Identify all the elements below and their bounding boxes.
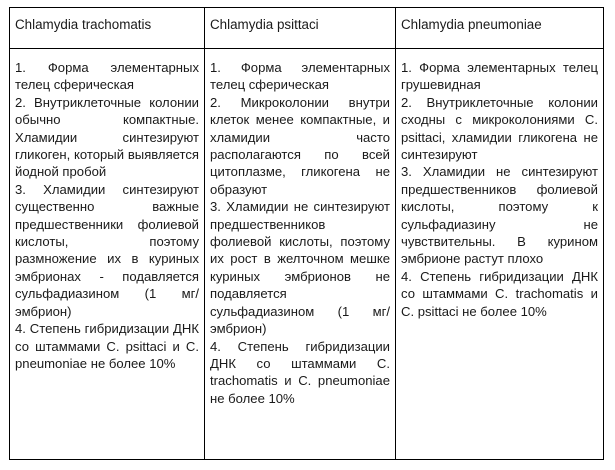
header-row [10,8,604,49]
list-item: 2. Микроколонии внутри клеток менее компактные, и хламидии часто располагаются по всей цитоплазме, гликогена не образуют [210,94,390,197]
header-cell-pneumoniae: Chlamydia pneumoniae [396,8,604,49]
list-item: 1. Форма элементарных телец сферическая [15,60,199,93]
list-item: 2. Внутриклеточные колонии сходны с микроколониями С. psittaci, хламидии гликогена не синтезируют [401,94,598,163]
comparison-table [9,7,604,460]
list-item: 3. Хламидии не синтезируют предшественников фолиевой кислоты, поэтому их рост в желточном мешке куриных эмбрионов не подавляется сульфадиазином (1 мг/эмбрион) [210,199,390,337]
header-cell-trachomatis: Chlamydia trachomatis [10,8,205,49]
list-item: 4. Степень гибридизации ДНК со штаммами С. trachomatis и С. pneumoniae не более 10% [210,338,390,406]
cell-pneumoniae [396,49,604,460]
list-item: 4. Степень гибридизации ДНК со штаммами С. trachomatis и С. psittaci не более 10% [401,268,598,319]
header-cell-psittaci: Chlamydia psittaci [205,8,396,49]
list-item: 3. Хламидии не синтезируют предшественников фолиевой кислоты, поэтому к сульфадиазину не чувствительны. В курином эмбрионе растут плохо [401,164,598,267]
table-row [10,49,604,460]
list-item: 2. Внутриклеточные колонии обычно компактные. Хламидии синтезируют гликоген, который выявляется йодной пробой [15,94,199,180]
list-item: 1. Форма элементарных телец грушевидная [401,60,598,93]
cell-psittaci [205,49,396,460]
cell-trachomatis [10,49,205,460]
list-item: 1. Форма элементарных телец сферическая [210,60,390,93]
list-item: 3. Хламидии синтезируют существенно важные предшественники фолиевой кислоты, поэтому размножение их в куриных эмбрионах - подавляется сульфадиазином (1 мг/эмбрион) [15,181,199,319]
list-item: 4. Степень гибридизации ДНК со штаммами С. psittaci и С. pneumoniae не более 10% [15,321,199,371]
